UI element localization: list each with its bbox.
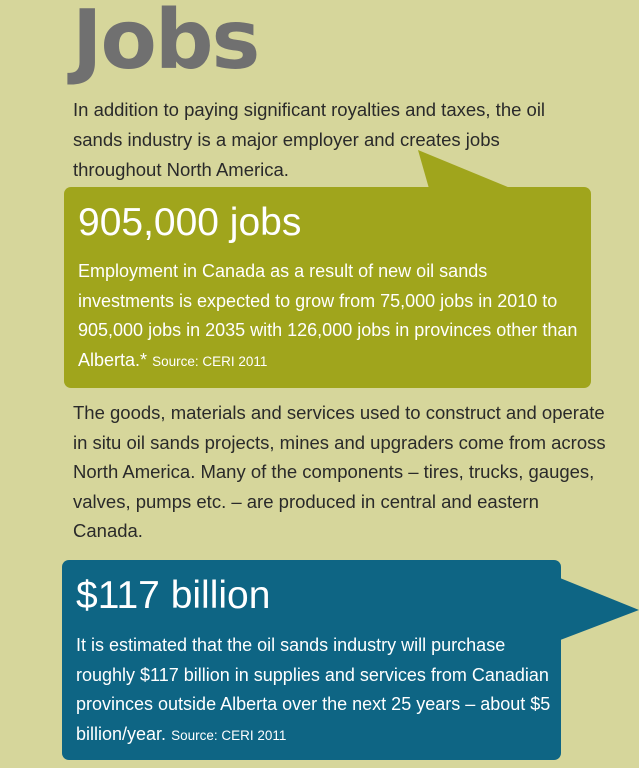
- page-title: Jobs: [72, 0, 259, 88]
- green-bubble-tail: [400, 140, 540, 192]
- jobs-source: Source: CERI 2011: [152, 353, 268, 369]
- billion-source: Source: CERI 2011: [171, 727, 287, 743]
- jobs-description: [78, 257, 588, 376]
- middle-paragraph: The goods, materials and services used to construct and operate in situ oil sands projects, mines and upgraders come from across North America. Many of the components – tires, trucks, gauges, valves, pumps etc. – are produced in central and eastern Canada.: [73, 402, 606, 541]
- billion-description: [76, 631, 566, 750]
- jobs-description-text: Employment in Canada as a result of new oil sands investments is expected to grow from 75,000 jobs in 2010 to 905,000 jobs in 2035 with 126,000 jobs in provinces other than Alberta.*: [78, 261, 578, 370]
- billion-callout: [62, 560, 561, 760]
- jobs-headline: 905,000 jobs: [78, 201, 302, 244]
- blue-bubble-tail: [555, 570, 639, 650]
- billion-description-text: It is estimated that the oil sands industry will purchase roughly $117 billion in supplies and services from Canadian provinces outside Alberta over the next 25 years – about $5 billion/year.: [76, 635, 551, 744]
- billion-headline: $117 billion: [76, 574, 271, 617]
- intro-paragraph: In addition to paying significant royalties and taxes, the oil sands industry is a major employer and creates jobs throughout North America.: [73, 99, 546, 180]
- jobs-callout: [64, 187, 591, 388]
